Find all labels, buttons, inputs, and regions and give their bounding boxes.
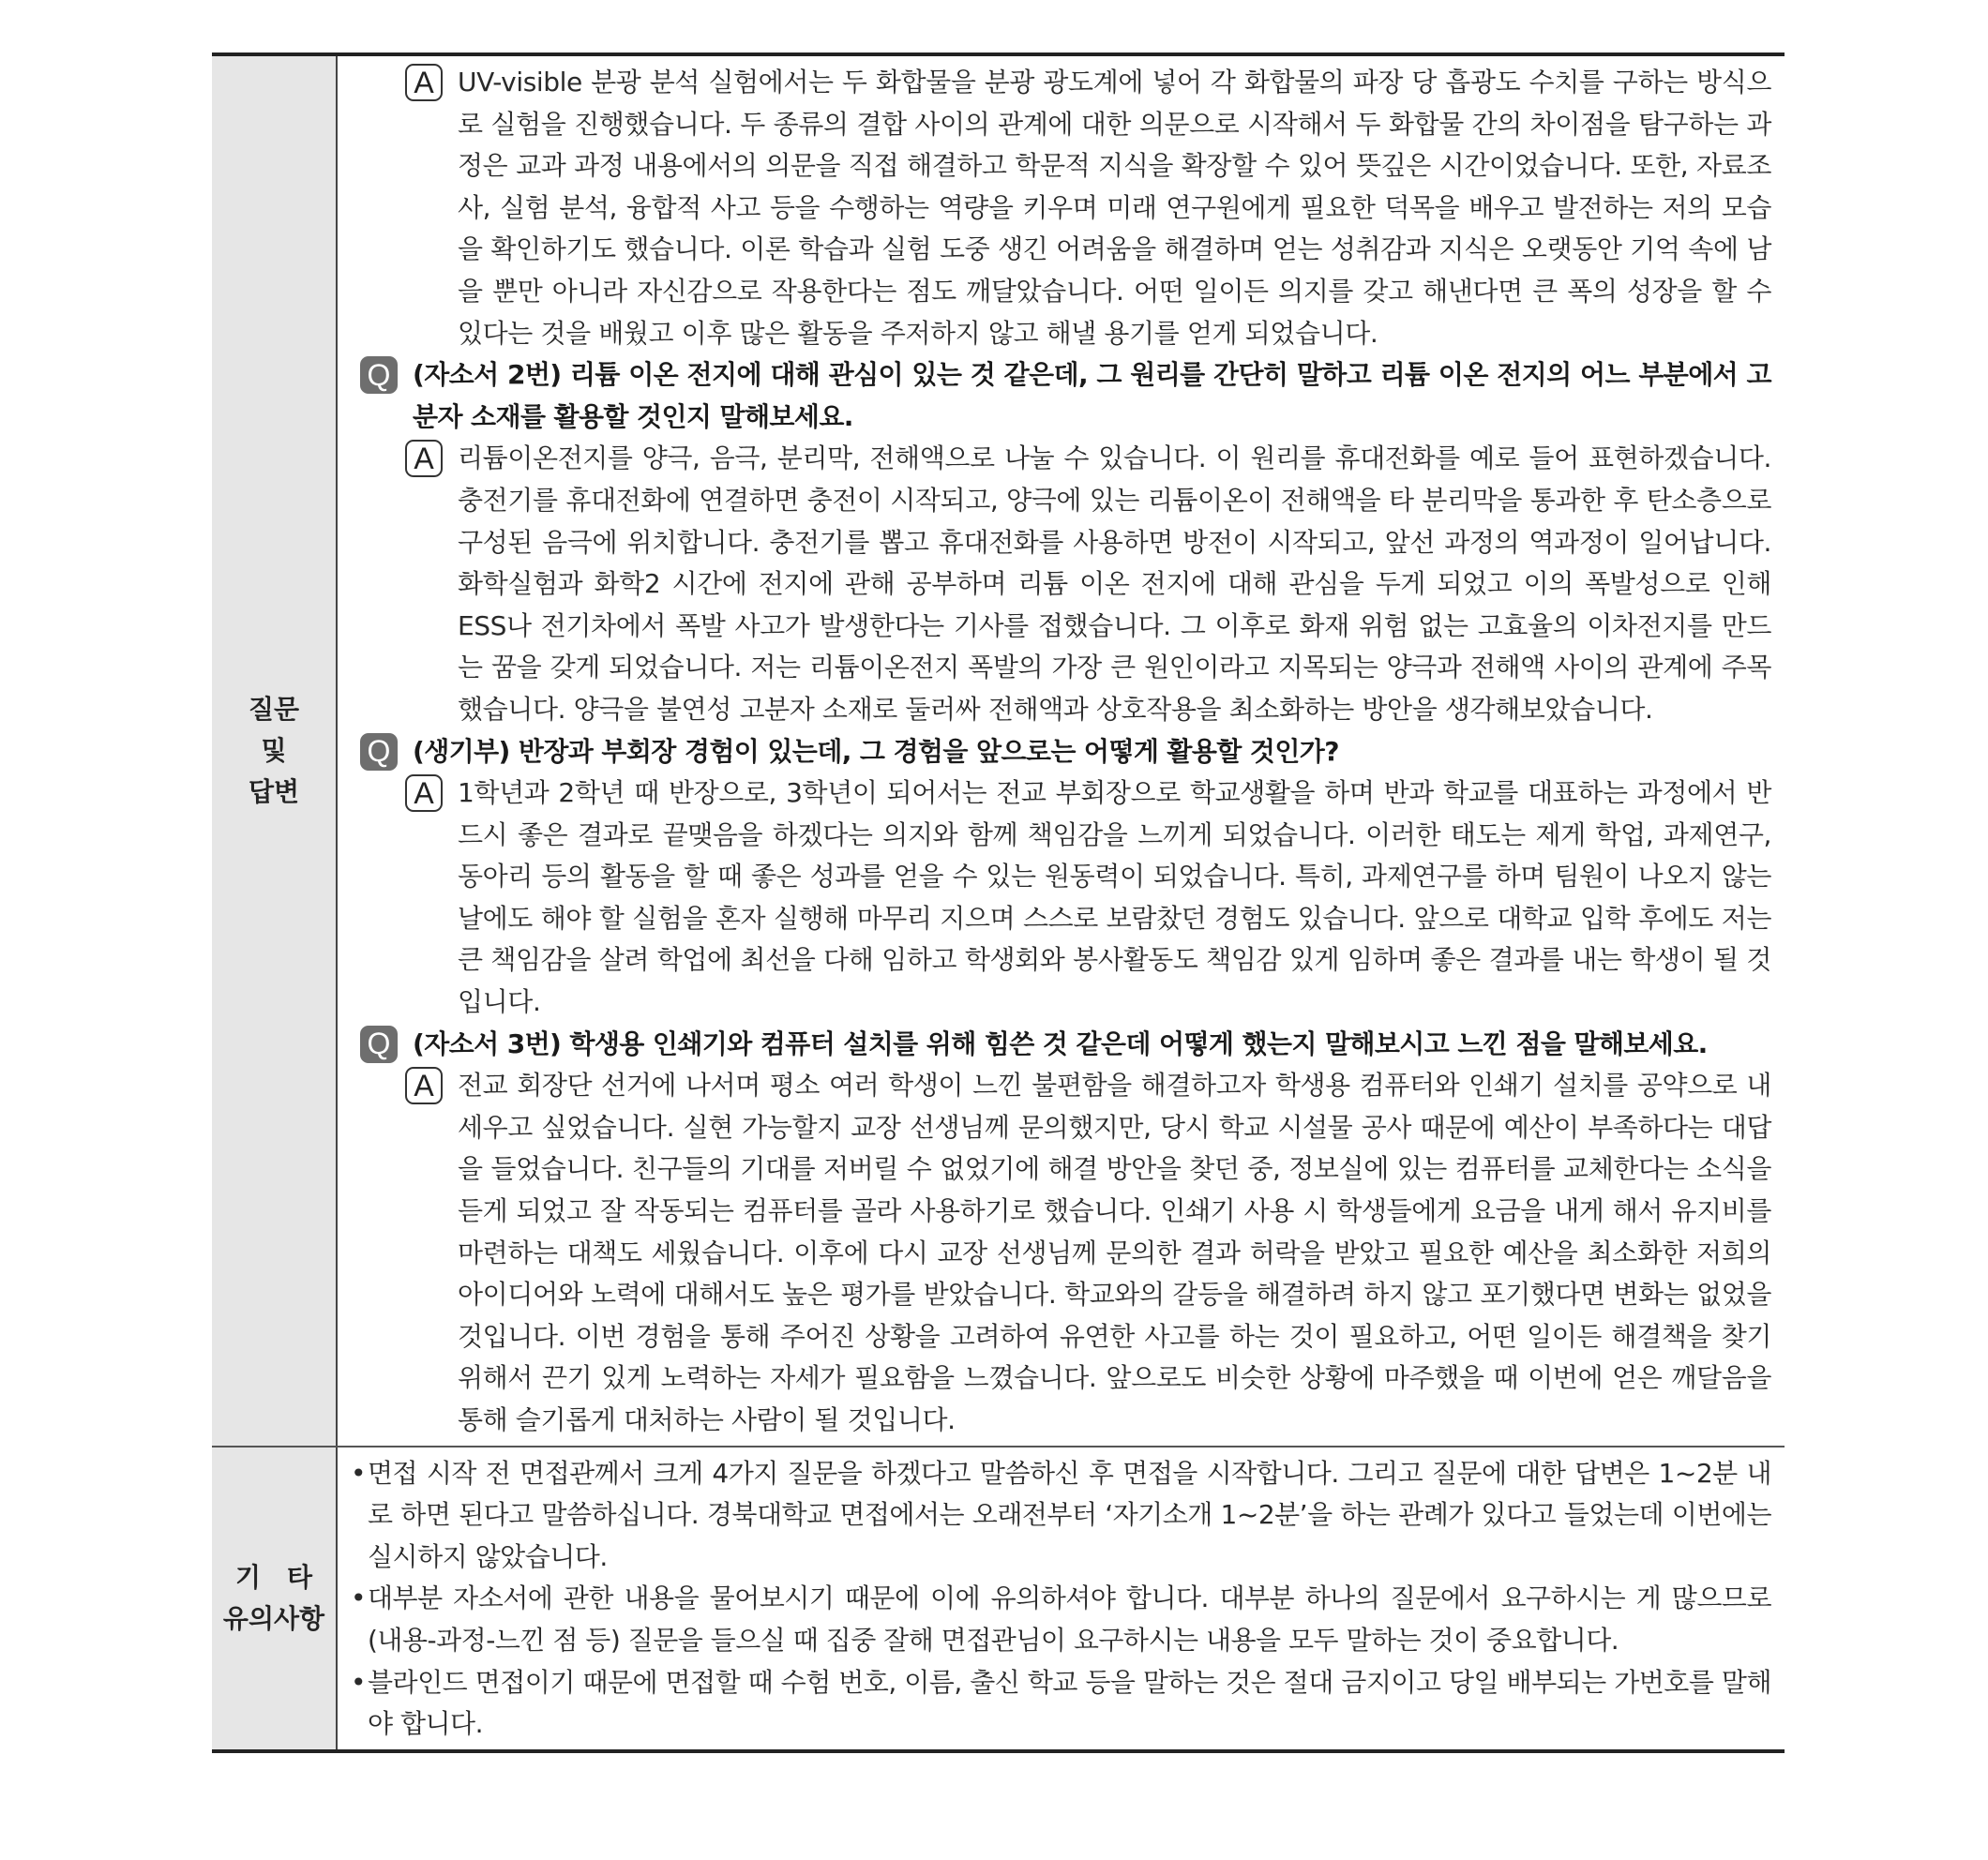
- qa-content: [338, 56, 1785, 1446]
- qa-row: [212, 56, 1785, 1446]
- question-block: [360, 354, 1771, 438]
- question-badge-icon: Q: [360, 733, 398, 771]
- answer-badge-icon: A: [405, 774, 443, 812]
- question-text: (생기부) 반장과 부회장 경험이 있는데, 그 경험을 앞으로는 어떻게 활용할 것인가?: [413, 735, 1339, 767]
- question-block: [360, 731, 1771, 773]
- answer-text: 전교 회장단 선거에 나서며 평소 여러 학생이 느낀 불편함을 해결하고자 학생용 컴퓨터와 인쇄기 설치를 공약으로 내세우고 싶었습니다. 실현 가능할지 교장 선생님께 문의했지만, 당시 학교 시설물 공사 때문에 예산이 부족하다는 대답을 들었습니다. 친구들의 기대를 저버릴 수 없었기에 해결 방안을 찾던 중, 정보실에 있는 컴퓨터를 교체한다는 소식을 듣게 되었고 잘 작동되는 컴퓨터를 골라 사용하기로 했습니다. 인쇄기 사용 시 학생들에게 요금을 내게 해서 유지비를 마련하는 대책도 세웠습니다. 이후에 다시 교장 선생님께 문의한 결과 허락을 받았고 필요한 예산을 최소화한 저희의 아이디어와 노력에 대해서도 높은 평가를 받았습니다. 학교와의 갈등을 해결하려 하지 않고 포기했다면 변화는 없었을 것입니다. 이번 경험을 통해 주어진 상황을 고려하여 유연한 사고를 하는 것이 필요하고, 어떤 일이든 해결책을 찾기 위해서 끈기 있게 노력하는 자세가 필요함을 느꼈습니다. 앞으로도 비슷한 상황에 마주했을 때 이번에 얻은 깨달음을 통해 슬기롭게 대처하는 사람이 될 것입니다.: [458, 1070, 1771, 1435]
- answer-text: 1학년과 2학년 때 반장으로, 3학년이 되어서는 전교 부회장으로 학교생활을 하며 반과 학교를 대표하는 과정에서 반드시 좋은 결과로 끝맺음을 하겠다는 의지와 함께 책임감을 느끼게 되었습니다. 이러한 태도는 제게 학업, 과제연구, 동아리 등의 활동을 할 때 좋은 성과를 얻을 수 있는 원동력이 되었습니다. 특히, 과제연구를 하며 팀원이 나오지 않는 날에도 해야 할 실험을 혼자 실행해 마무리 지으며 스스로 보람찼던 경험도 있습니다. 앞으로 대학교 입학 후에도 저는 큰 책임감을 살려 학업에 최선을 다해 임하고 학생회와 봉사활동도 책임감 있게 임하며 좋은 결과를 내는 학생이 될 것입니다.: [458, 777, 1771, 1018]
- answer-block: [405, 62, 1771, 354]
- notes-row: [212, 1446, 1785, 1749]
- question-badge-icon: Q: [360, 1026, 398, 1063]
- question-badge-icon: Q: [360, 356, 398, 394]
- qa-label: 질문 및 답변: [248, 693, 300, 807]
- bullet-icon: •: [351, 1666, 367, 1698]
- bullet-icon: •: [351, 1582, 367, 1614]
- note-text: 블라인드 면접이기 때문에 면접할 때 수험 번호, 이름, 출신 학교 등을 말하는 것은 절대 금지이고 당일 배부되는 가번호를 말해야 합니다.: [368, 1666, 1771, 1740]
- notes-label-cell: [212, 1448, 338, 1749]
- qa-label-cell: [212, 56, 338, 1446]
- question-text: (자소서 3번) 학생용 인쇄기와 컴퓨터 설치를 위해 힘쓴 것 같은데 어떻게 했는지 말해보시고 느낀 점을 말해보세요.: [413, 1028, 1708, 1059]
- answer-text: 리튬이온전지를 양극, 음극, 분리막, 전해액으로 나눌 수 있습니다. 이 원리를 휴대전화를 예로 들어 표현하겠습니다. 충전기를 휴대전화에 연결하면 충전이 시작되고, 양극에 있는 리튬이온이 전해액을 타 분리막을 통과한 후 탄소층으로 구성된 음극에 위치합니다. 충전기를 뽑고 휴대전화를 사용하면 방전이 시작되고, 앞선 과정의 역과정이 일어납니다. 화학실험과 화학2 시간에 전지에 관해 공부하며 리튬 이온 전지에 대해 관심을 두게 되었고 이의 폭발성으로 인해 ESS나 전기차에서 폭발 사고가 발생한다는 기사를 접했습니다. 그 이후로 화재 위험 없는 고효율의 이차전지를 만드는 꿈을 갖게 되었습니다. 저는 리튬이온전지 폭발의 가장 큰 원인이라고 지목되는 양극과 전해액 사이의 관계에 주목했습니다. 양극을 불연성 고분자 소재로 둘러싸 전해액과 상호작용을 최소화하는 방안을 생각해보았습니다.: [458, 442, 1771, 725]
- answer-badge-icon: A: [405, 64, 443, 101]
- note-text: 대부분 자소서에 관한 내용을 물어보시기 때문에 이에 유의하셔야 합니다. 대부분 하나의 질문에서 요구하시는 게 많으므로 (내용-과정-느낀 점 등) 질문을 들으실 때 집중 잘해 면접관님이 요구하시는 내용을 모두 말하는 것이 중요합니다.: [368, 1582, 1771, 1656]
- answer-block: [405, 438, 1771, 730]
- answer-badge-icon: A: [405, 1067, 443, 1104]
- answer-text: UV-visible 분광 분석 실험에서는 두 화합물을 분광 광도계에 넣어 각 화합물의 파장 당 흡광도 수치를 구하는 방식으로 실험을 진행했습니다. 두 종류의 결합 사이의 관계에 대한 의문으로 시작해서 두 화합물 간의 차이점을 탐구하는 과정은 교과 과정 내용에서의 의문을 직접 해결하고 학문적 지식을 확장할 수 있어 뜻깊은 시간이었습니다. 또한, 자료조사, 실험 분석, 융합적 사고 등을 수행하는 역량을 키우며 미래 연구원에게 필요한 덕목을 배우고 발전하는 저의 모습을 확인하기도 했습니다. 이론 학습과 실험 도중 생긴 어려움을 해결하며 얻는 성취감과 지식은 오랫동안 기억 속에 남을 뿐만 아니라 자신감으로 작용한다는 점도 깨달았습니다. 어떤 일이든 의지를 갖고 해낸다면 큰 폭의 성장을 할 수 있다는 것을 배웠고 이후 많은 활동을 주저하지 않고 해낼 용기를 얻게 되었습니다.: [458, 67, 1771, 349]
- answer-block: [405, 1065, 1771, 1441]
- answer-badge-icon: A: [405, 440, 443, 477]
- notes-label: 기 타 유의사항: [222, 1561, 325, 1634]
- note-item: [351, 1578, 1771, 1661]
- notes-content: [338, 1448, 1785, 1749]
- note-text: 면접 시작 전 면접관께서 크게 4가지 질문을 하겠다고 말씀하신 후 면접을 시작합니다. 그리고 질문에 대한 답변은 1~2분 내로 하면 된다고 말씀하십니다. 경북대학교 면접에서는 오래전부터 ‘자기소개 1~2분’을 하는 관례가 있다고 들었는데 이번에는 실시하지 않았습니다.: [368, 1457, 1771, 1572]
- note-item: [351, 1662, 1771, 1746]
- note-item: [351, 1453, 1771, 1579]
- question-block: [360, 1024, 1771, 1066]
- question-text: (자소서 2번) 리튬 이온 전지에 대해 관심이 있는 것 같은데, 그 원리를 간단히 말하고 리튬 이온 전지의 어느 부분에서 고분자 소재를 활용할 것인지 말해보세요.: [413, 359, 1771, 432]
- bullet-icon: •: [351, 1457, 367, 1489]
- answer-block: [405, 772, 1771, 1024]
- interview-table: [212, 52, 1785, 1753]
